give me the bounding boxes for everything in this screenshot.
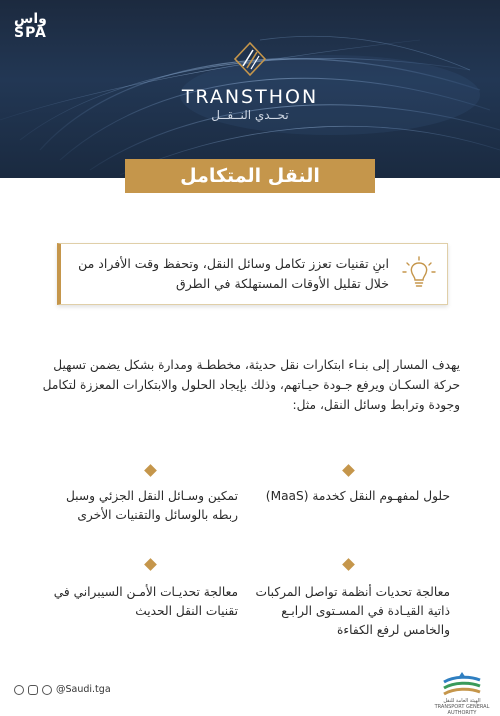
brand-subtitle: تحــدي النــقــل [211,108,289,122]
spa-agency-logo: واس SPA [14,11,47,41]
authority-name: الهيئة العامة للنقل TRANSPORT GENERAL AUTHORITY [434,698,490,716]
lightbulb-icon [401,255,437,293]
hero-banner [0,0,500,178]
transthon-logo-mark [231,40,269,78]
list-item: حلول لمفهـوم النقل كخدمة (MaaS) [265,489,450,503]
bullet-diamond-icon [342,464,355,477]
twitter-icon[interactable] [42,685,52,695]
social-handle[interactable]: @Saudi.tga [56,684,111,695]
list-item: معالجة تحديـات الأمـن السيبراني في تقنيات النقل الحديث [53,585,238,618]
bullet-diamond-icon [144,464,157,477]
intro-paragraph: يهدف المسار إلى بنـاء ابتكارات نقل حديثة، مخططـة ومدارة بشكل يضمن تسهيل حركة السكـان ويرفع جـودة حيـاتهم، وذلك بإيجاد الحلول والابتكارات المعززة لتكامل وجودة وترابط وسائل النقل، مثل: [42,358,460,412]
snapchat-icon[interactable] [28,685,38,695]
bullet-diamond-icon [342,558,355,571]
brand-name: TRANSTHON [181,86,319,108]
list-item: تمكين وسـائل النقل الجزئي وسبل ربطه بالوسائل والتقنيات الأخرى [65,489,238,522]
instagram-icon[interactable] [14,685,24,695]
social-links [14,684,111,695]
list-item: معالجة تحديات أنظمة تواصل المركبات ذاتية القيـادة في المسـتوى الرابـع والخامس لرفع الكفاءة [255,585,450,637]
callout-text: ابنِ تقنيات تعزز تكامل وسائل النقل، وتحفظ وقت الأفراد من خلال تقليل الأوقات المستهلكة في الطرق [78,256,389,291]
bullet-diamond-icon [144,558,157,571]
section-title: النقل المتكامل [125,159,375,193]
callout-box [57,243,448,305]
